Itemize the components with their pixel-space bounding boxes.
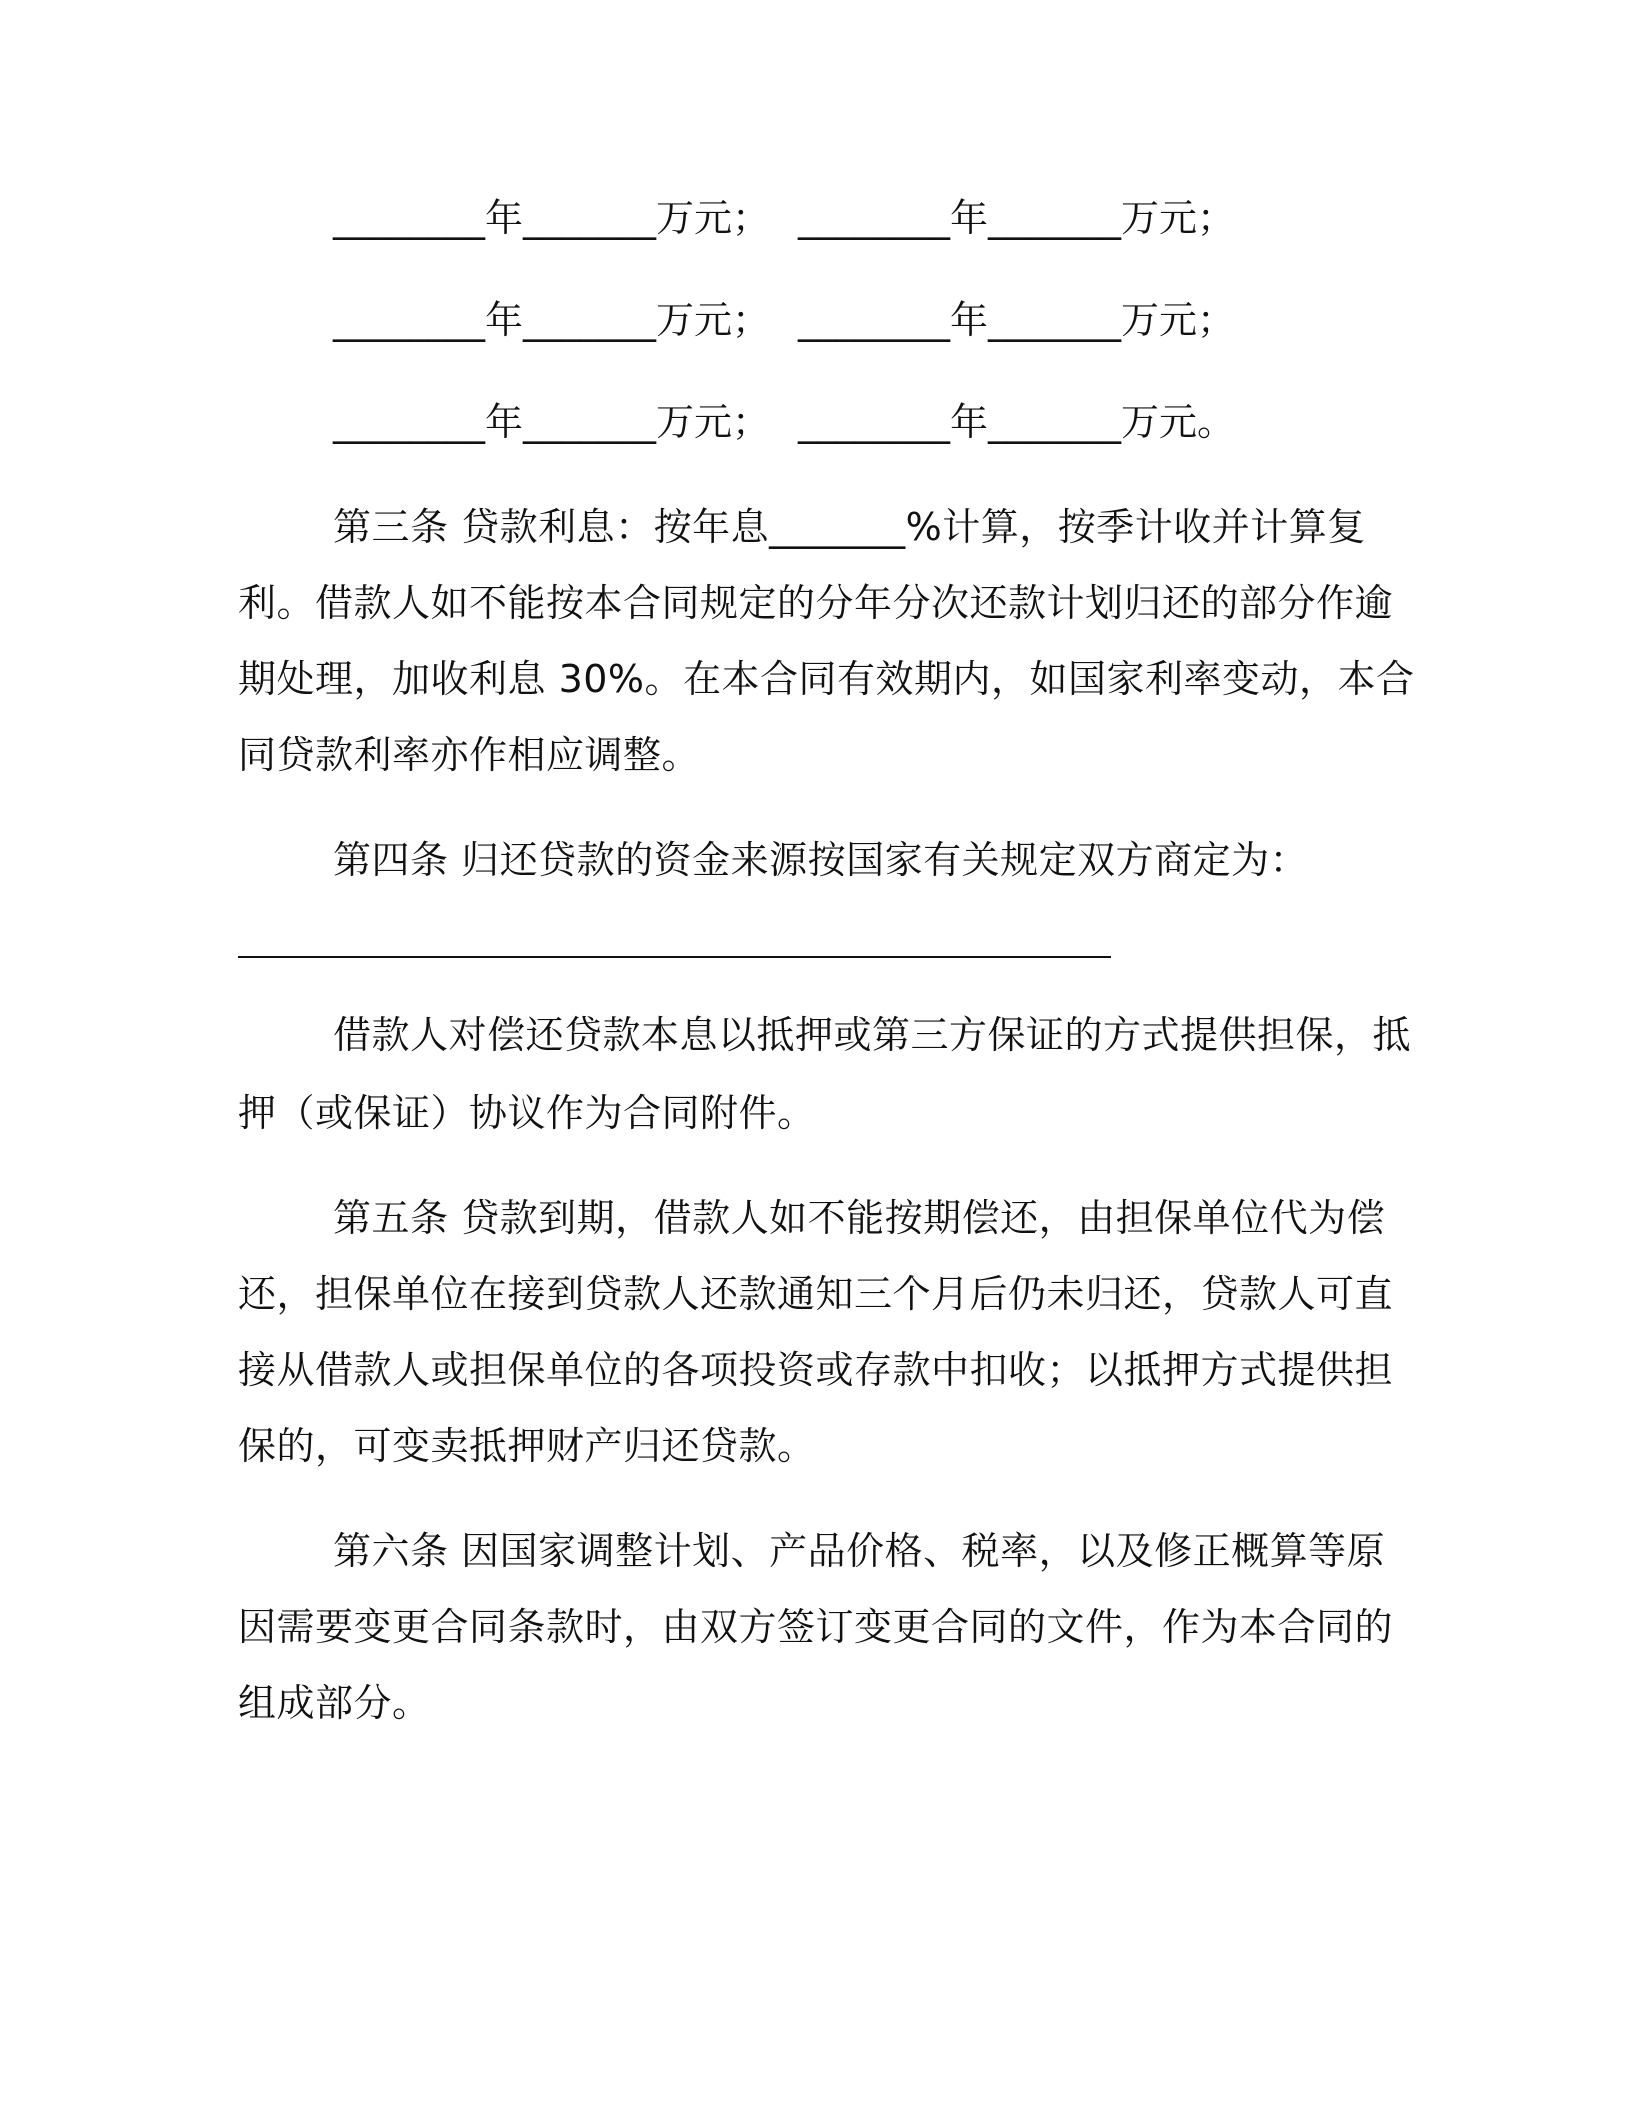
schedule-row-1 — [333, 196, 1235, 240]
schedule-row-3 — [333, 400, 1235, 444]
schedule-entry: ________年_______万元； — [798, 196, 1236, 240]
schedule-entry: ________年_______万元； — [333, 400, 771, 444]
schedule-row-2 — [333, 298, 1235, 342]
schedule-entry: ________年_______万元； — [333, 196, 771, 240]
schedule-entry: ________年_______万元； — [798, 298, 1236, 342]
article5-line-3: 接从借款人或担保单位的各项投资或存款中扣收；以抵押方式提供担 — [238, 1348, 1394, 1392]
article6-line-2: 因需要变更合同条款时，由双方签订变更合同的文件，作为本合同的 — [238, 1605, 1394, 1649]
schedule-entry: ________年_______万元； — [333, 298, 771, 342]
article5-line-2: 还，担保单位在接到贷款人还款通知三个月后仍未归还，贷款人可直 — [238, 1272, 1394, 1316]
article3-line-2: 利。借款人如不能按本合同规定的分年分次还款计划归还的部分作逾 — [238, 581, 1394, 625]
guarantee-line-1: 借款人对偿还贷款本息以抵押或第三方保证的方式提供担保，抵 — [333, 1013, 1412, 1057]
article6-line-3: 组成部分。 — [238, 1681, 431, 1725]
guarantee-line-2: 押（或保证）协议作为合同附件。 — [238, 1091, 816, 1135]
article6-line-1: 第六条 因国家调整计划、产品价格、税率，以及修正概算等原 — [333, 1529, 1386, 1573]
article5-line-1: 第五条 贷款到期，借款人如不能按期偿还，由担保单位代为偿 — [333, 1196, 1386, 1240]
article4-line-1: 第四条 归还贷款的资金来源按国家有关规定双方商定为： — [333, 838, 1309, 882]
schedule-entry: ________年_______万元。 — [798, 400, 1236, 444]
article3-line-4: 同贷款利率亦作相应调整。 — [238, 733, 701, 777]
article3-line-3: 期处理，加收利息 30%。在本合同有效期内，如国家利率变动，本合 — [238, 657, 1415, 701]
article3-line-1: 第三条 贷款利息：按年息_______%计算，按季计收并计算复 — [333, 505, 1366, 549]
article5-line-4: 保的，可变卖抵押财产归还贷款。 — [238, 1424, 816, 1468]
fill-in-blank-line — [238, 956, 1111, 958]
